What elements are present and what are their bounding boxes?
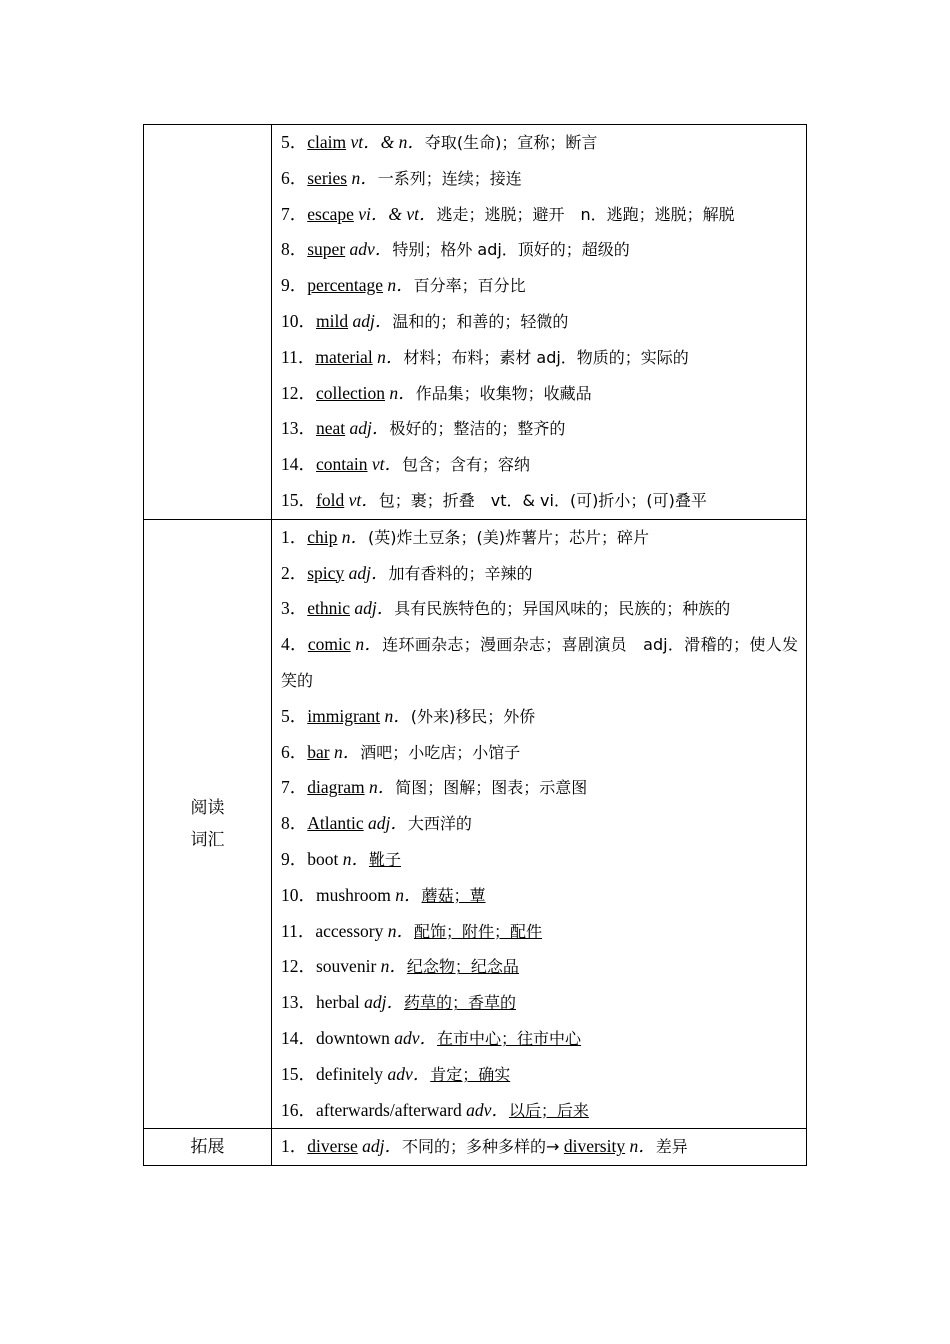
vocab-entry [281,197,798,233]
entry-derived-word: diversity [563,1136,626,1157]
vocab-entry [281,556,798,592]
entry-part-of-speech: adj． [345,418,390,439]
entry-word: definitely [316,1063,384,1084]
entry-word: fold [316,489,345,510]
entry-meaning: 在市中心；往市中心 [437,1028,582,1048]
entry-meaning: 百分率；百分比 [413,276,526,296]
vocab-entry [281,483,798,519]
core-vocab-row [144,125,807,520]
entry-part-of-speech: n． [383,275,414,296]
entry-meaning: 作品集；收集物；收藏品 [415,383,592,403]
entry-part-of-speech: vt． [367,454,403,475]
entry-number: 11． [281,920,316,941]
entry-meaning: 简图；图解；图表；示意图 [395,778,588,798]
vocab-entry [281,842,798,878]
entry-number: 8． [281,813,308,834]
entry-word: claim [307,132,347,152]
entry-word: super [307,239,346,260]
entry-word: mushroom [316,884,391,905]
vocab-entry [281,1093,798,1129]
entry-word: Atlantic [307,813,364,834]
entry-meaning: (英)炸土豆条；(美)炸薯片；芯片；碎片 [368,527,649,547]
extend-vocab-row [144,1129,807,1166]
entry-meaning: 大西洋的 [407,814,472,834]
entry-number: 14． [281,454,316,475]
entry-word: downtown [316,1027,390,1048]
entry-word: percentage [307,275,384,296]
entry-word: contain [316,454,368,475]
entry-word: neat [316,418,346,439]
entry-meaning: 蘑菇；蕈 [421,885,486,905]
entry-meaning: 连环画杂志；漫画杂志；喜剧演员 adj．滑稽的；使人发笑的 [281,635,799,690]
vocab-entry [281,770,798,806]
category-label-line1: 阅读 [190,798,225,819]
vocab-entry [281,1021,798,1057]
entry-part-of-speech: n． [372,346,404,367]
entry-word: boot [307,848,339,869]
entry-meaning: 加有香料的；辛辣的 [388,563,533,583]
entry-part-of-speech: n． [338,848,369,869]
entry-meaning: (外来)移民；外侨 [410,706,536,726]
entry-part-of-speech: adv． [461,1099,509,1120]
category-label: 拓展 [190,1137,225,1158]
vocab-entry [281,520,798,556]
vocab-entry [281,949,798,985]
entry-meaning: 药草的；香草的 [403,993,516,1013]
entry-number: 10． [281,310,316,331]
entry-part-of-speech: n． [385,382,416,403]
entry-word: escape [307,203,354,224]
core-vocab-list [272,125,807,520]
vocab-entry [281,914,798,950]
entry-number: 15． [281,489,316,510]
entry-number: 15． [281,1063,316,1084]
vocab-entry [281,1129,798,1165]
vocab-entry [281,591,798,627]
entry-meaning: 一系列；连续；接连 [377,168,522,188]
entry-part-of-speech: adj． [350,598,395,619]
entry-meaning: 酒吧；小吃店；小馆子 [360,742,521,762]
entry-part-of-speech: adj． [357,1136,403,1157]
entry-derived-pos: n． [625,1136,656,1157]
entry-meaning: 配饰；附件；配件 [414,921,543,941]
entry-word: herbal [316,992,360,1013]
entry-part-of-speech: adv． [389,1027,438,1048]
vocab-entry [281,447,798,483]
entry-number: 11． [281,346,316,367]
entry-part-of-speech: n． [329,741,361,762]
vocab-entry [281,411,798,447]
entry-meaning: 包含；含有；容纳 [402,455,531,475]
vocab-entry [281,735,798,771]
entry-part-of-speech: vt． [344,489,379,510]
entry-word: immigrant [307,705,381,726]
vocab-entry [281,268,798,304]
entry-meaning: 包；裹；折叠 vt．& vi．(可)折小；(可)叠平 [378,490,707,510]
entry-number: 3． [281,598,308,619]
entry-part-of-speech: adv． [345,239,393,260]
vocab-entry [281,161,798,197]
entry-word: collection [316,382,386,403]
entry-word: afterwards/afterward [316,1099,462,1120]
entry-derived-meaning: 差异 [655,1137,688,1157]
entry-word: accessory [315,920,384,941]
entry-number: 7． [281,203,308,224]
vocab-entry [281,699,798,735]
entry-part-of-speech: n． [350,634,383,655]
entry-meaning: 材料；布料；素材 adj．物质的；实际的 [403,347,689,367]
reading-vocab-row [144,519,807,1129]
entry-part-of-speech: n． [380,705,411,726]
entry-meaning: 具有民族特色的；异国风味的；民族的；种族的 [394,599,731,619]
entry-number: 14． [281,1027,316,1048]
extend-vocab-list [272,1129,807,1166]
entry-part-of-speech: n． [337,526,369,547]
entry-number: 5． [281,132,308,152]
entry-meaning: 以后；后来 [508,1100,589,1120]
vocab-entry [281,627,798,699]
entry-part-of-speech: adj． [348,310,393,331]
entry-number: 12． [281,382,316,403]
entry-meaning: 逃走；逃脱；避开 n．逃跑；逃脱；解脱 [436,204,735,224]
entry-meaning: 特别；格外 adj．顶好的；超级的 [392,240,630,260]
entry-part-of-speech: n． [364,777,396,798]
entry-word: comic [307,634,351,655]
entry-part-of-speech: adj． [359,992,404,1013]
entry-part-of-speech: adv． [383,1063,431,1084]
entry-part-of-speech: n． [347,167,378,188]
entry-part-of-speech: n． [390,884,422,905]
entry-number: 13． [281,992,316,1013]
entry-word: diagram [307,777,365,798]
entry-part-of-speech: adj． [344,562,389,583]
reading-vocab-category [144,519,272,1129]
entry-meaning: 夺取(生命)；宣称；断言 [424,133,598,152]
vocabulary-table [143,124,807,1166]
entry-part-of-speech: adj． [363,813,408,834]
entry-number: 8． [281,239,308,260]
entry-word: souvenir [316,956,377,977]
vocab-entry [281,340,798,376]
entry-number: 16． [281,1099,316,1120]
vocab-entry [281,376,798,412]
entry-meaning: 温和的；和善的；轻微的 [392,311,569,331]
entry-number: 7． [281,777,308,798]
entry-word: bar [307,741,330,762]
entry-word: chip [307,526,338,547]
extend-vocab-category [144,1129,272,1166]
entry-meaning: 肯定；确实 [430,1064,511,1084]
entry-meaning: 纪念物；纪念品 [406,957,519,977]
vocab-entry [281,232,798,268]
entry-meaning: 靴子 [369,849,402,869]
reading-vocab-list [272,519,807,1129]
entry-number: 2． [281,562,308,583]
entry-number: 12． [281,956,316,977]
entry-word: spicy [307,562,345,583]
entry-number: 5． [281,705,308,726]
entry-number: 1． [281,1136,308,1157]
entry-word: ethnic [307,598,351,619]
entry-number: 1． [281,526,308,547]
vocab-entry [281,806,798,842]
entry-number: 9． [281,275,308,296]
entry-number: 10． [281,884,316,905]
entry-meaning: 不同的；多种多样的→ [402,1137,560,1157]
vocab-entry [281,125,798,161]
category-cell-empty [144,125,272,520]
vocab-entry [281,985,798,1021]
vocab-entry [281,878,798,914]
entry-word: diverse [307,1136,358,1157]
entry-number: 6． [281,741,308,762]
entry-number: 4． [281,634,308,655]
vocab-entry [281,1057,798,1093]
entry-part-of-speech: vi．& vt． [353,203,437,224]
entry-word: material [315,346,373,367]
entry-part-of-speech: vt．& n． [346,132,425,152]
entry-part-of-speech: n． [383,920,415,941]
entry-number: 9． [281,848,308,869]
entry-word: mild [316,310,349,331]
vocab-entry [281,304,798,340]
entry-word: series [307,167,348,188]
entry-part-of-speech: n． [376,956,407,977]
entry-number: 6． [281,167,308,188]
entry-meaning: 极好的；整洁的；整齐的 [389,419,566,439]
category-label-line2: 词汇 [190,830,225,851]
entry-number: 13． [281,418,316,439]
